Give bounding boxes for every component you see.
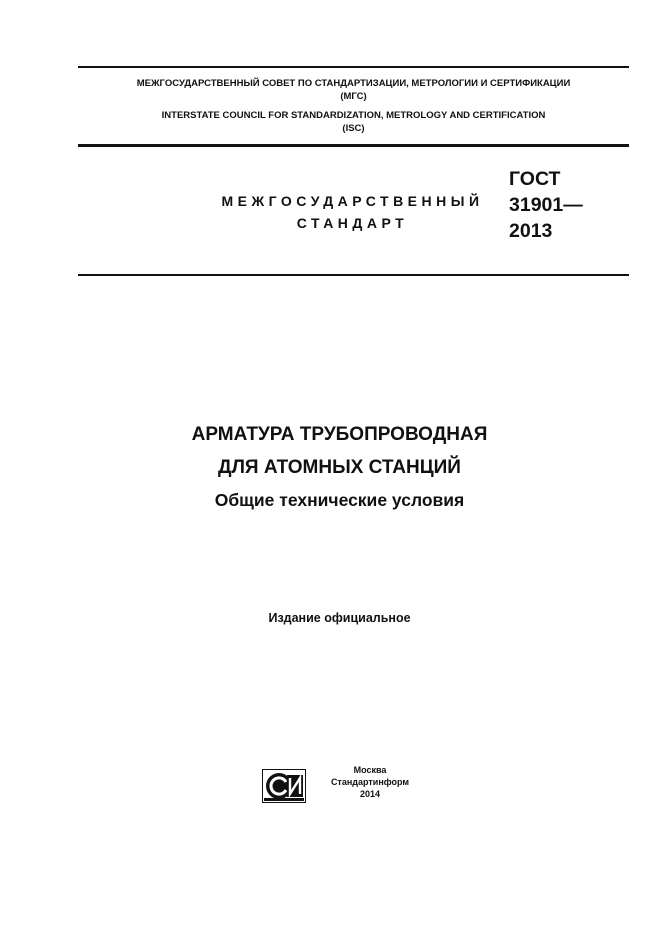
standartinform-logo-icon <box>262 769 306 803</box>
document-title <box>78 418 601 517</box>
gost-code-line1: ГОСТ <box>509 168 561 190</box>
bottom-divider <box>78 274 629 276</box>
standard-type-line2: СТАНДАРТ <box>296 215 409 231</box>
publisher-city: Москва <box>353 765 387 775</box>
standard-type <box>200 190 505 234</box>
edition-label: Издание официальное <box>268 611 411 625</box>
gost-code-line2: 31901— <box>509 194 583 216</box>
council-header <box>78 77 629 135</box>
council-name-en: INTERSTATE COUNCIL FOR STANDARDIZATION, METROLOGY AND CERTIFICATION <box>161 110 546 121</box>
publisher-year: 2014 <box>359 789 381 799</box>
document-subtitle: Общие технические условия <box>214 490 465 510</box>
council-abbr-ru: (МГС) <box>340 91 367 102</box>
middle-divider <box>78 144 629 147</box>
gost-code-line3: 2013 <box>509 220 553 242</box>
publisher-name: Стандартинформ <box>330 777 410 787</box>
publisher-block <box>262 764 422 804</box>
top-divider <box>78 66 629 68</box>
title-line1: АРМАТУРА ТРУБОПРОВОДНАЯ <box>191 424 488 445</box>
council-abbr-en: (ISC) <box>342 123 365 134</box>
title-line2: ДЛЯ АТОМНЫХ СТАНЦИЙ <box>218 457 461 478</box>
council-name-ru: МЕЖГОСУДАРСТВЕННЫЙ СОВЕТ ПО СТАНДАРТИЗАЦИИ, МЕТРОЛОГИИ И СЕРТИФИКАЦИИ <box>136 78 571 89</box>
gost-code <box>509 166 583 244</box>
publisher-text <box>314 764 426 800</box>
standard-type-line1: МЕЖГОСУДАРСТВЕННЫЙ <box>221 193 484 209</box>
